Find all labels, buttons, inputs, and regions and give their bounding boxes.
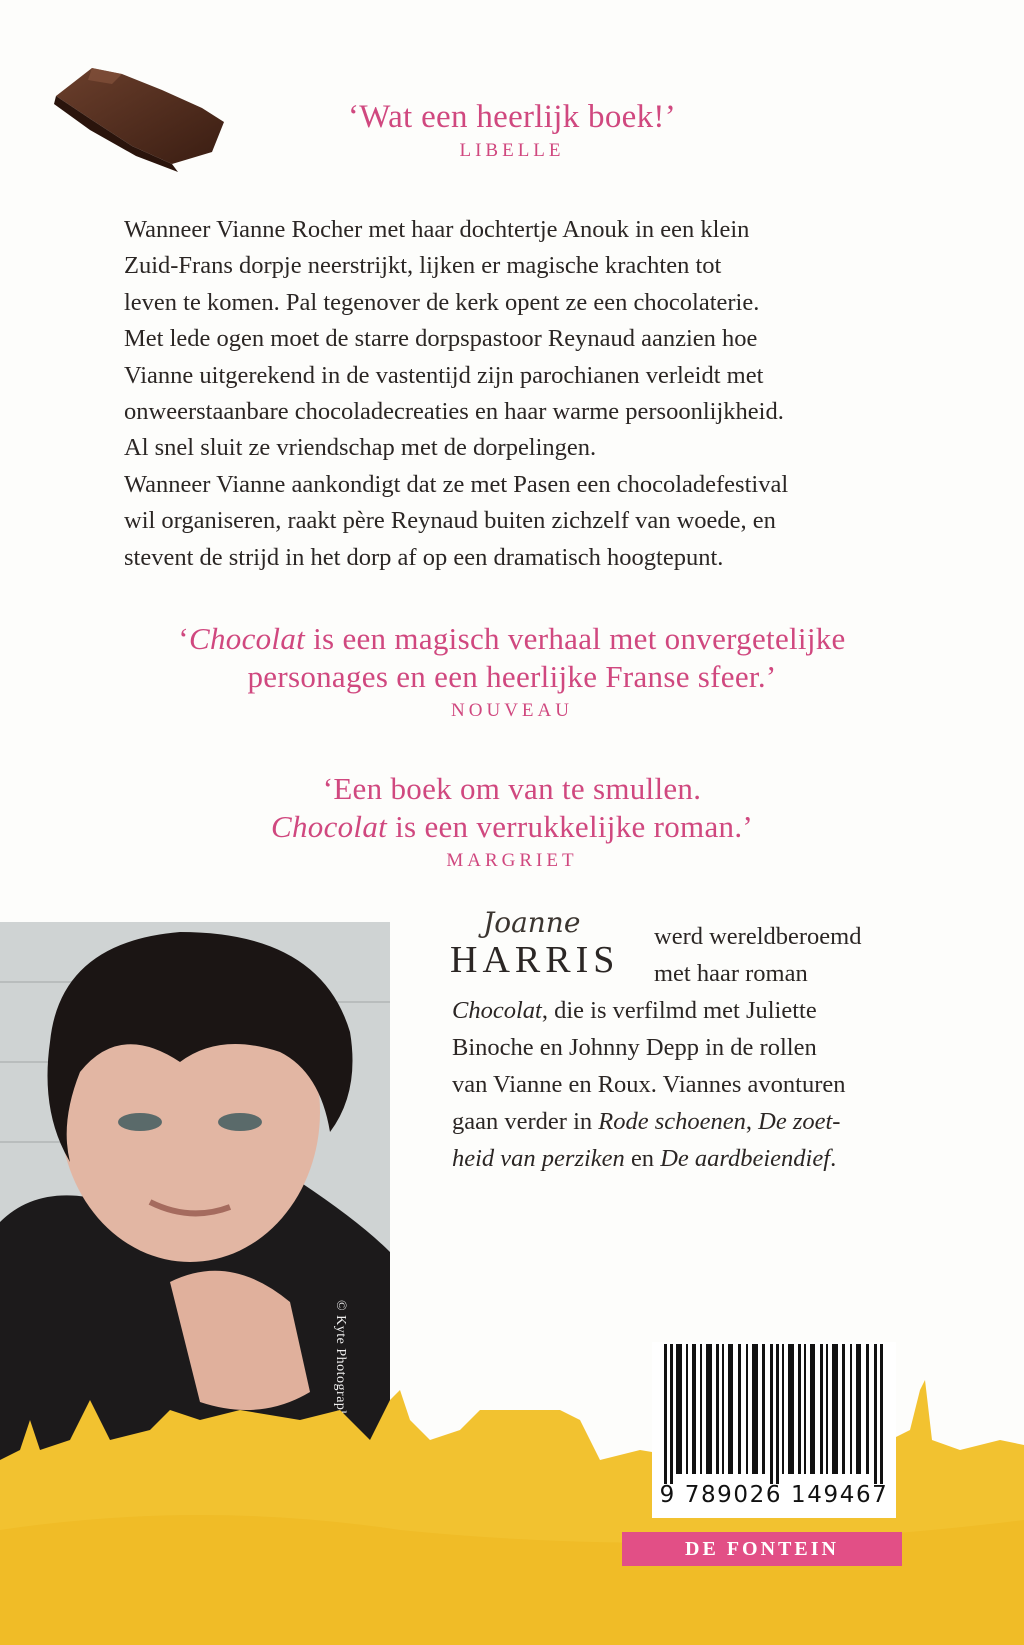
bio-text: , die is verfilmd met Juliette bbox=[541, 997, 817, 1024]
synopsis-line: wil organiseren, raakt père Reynaud buiten zichzelf van woede, en bbox=[124, 507, 776, 535]
quote-text: personages en een heerlijke Franse sfeer.’ bbox=[247, 659, 777, 694]
bio-italic: De zoet- bbox=[758, 1108, 841, 1135]
bio-italic: Chocolat bbox=[452, 997, 542, 1024]
bio-italic: Rode schoenen bbox=[598, 1108, 746, 1135]
author-signature: Joanne bbox=[483, 906, 581, 939]
synopsis-line: onweerstaanbare chocoladecreaties en haar warme persoonlijkheid. bbox=[124, 398, 784, 426]
quote-source: LIBELLE bbox=[459, 140, 565, 161]
bio-line: werd wereldberoemd bbox=[654, 923, 862, 950]
barcode bbox=[652, 1342, 896, 1518]
author-bio-top bbox=[654, 918, 861, 992]
bio-text: . bbox=[830, 1145, 837, 1172]
quote-text: ‘Chocolat is een magisch verhaal met onvergetelijke bbox=[178, 621, 846, 656]
bio-italic: heid van perziken bbox=[452, 1145, 625, 1172]
bio-line: met haar roman bbox=[654, 960, 808, 987]
bio-italic: De aardbeiendief bbox=[660, 1145, 831, 1172]
synopsis-line: stevent de strijd in het dorp af op een dramatisch hoogtepunt. bbox=[124, 543, 724, 571]
isbn-number: 9 789026 149467 bbox=[659, 1482, 889, 1508]
quote-source: MARGRIET bbox=[446, 850, 578, 871]
synopsis-line: Al snel sluit ze vriendschap met de dorpelingen. bbox=[124, 434, 597, 462]
bio-text: gaan verder in bbox=[452, 1108, 599, 1135]
publisher-label: DE FONTEIN bbox=[622, 1532, 902, 1566]
quote-libelle bbox=[0, 98, 1024, 162]
synopsis-line: Wanneer Vianne Rocher met haar dochtertje Anouk in een klein bbox=[124, 216, 750, 243]
bio-line bbox=[452, 992, 846, 1029]
quote-text: ‘Een boek om van te smullen. bbox=[322, 771, 702, 806]
bio-text: , bbox=[745, 1108, 759, 1135]
bio-line: van Vianne en Roux. Viannes avonturen bbox=[452, 1071, 846, 1098]
synopsis-line: Wanneer Vianne aankondigt dat ze met Pasen een chocoladefestival bbox=[124, 470, 789, 498]
bio-line: Binoche en Johnny Depp in de rollen bbox=[452, 1034, 817, 1061]
quote-text: Chocolat is een verrukkelijke roman.’ bbox=[271, 809, 753, 844]
synopsis-line: Zuid-Frans dorpje neerstrijkt, lijken er magische krachten tot bbox=[124, 252, 722, 280]
bio-line bbox=[452, 1140, 846, 1177]
synopsis-line: Met lede ogen moet de starre dorpspastoor Reynaud aanzien hoe bbox=[124, 325, 758, 353]
author-name: HARRIS bbox=[450, 939, 620, 981]
synopsis bbox=[124, 212, 924, 576]
bio-line bbox=[452, 1103, 846, 1140]
author-bio bbox=[452, 992, 846, 1177]
quote-nouveau bbox=[0, 620, 1024, 722]
barcode-bars bbox=[662, 1344, 886, 1484]
synopsis-line: leven te komen. Pal tegenover de kerk opent ze een chocolaterie. bbox=[124, 288, 760, 316]
quote-text: ‘Wat een heerlijk boek!’ bbox=[348, 99, 676, 135]
photo-credit: © Kyte Photography bbox=[333, 1300, 348, 1426]
bio-text: en bbox=[624, 1145, 661, 1172]
quote-margriet bbox=[0, 770, 1024, 872]
synopsis-line: Vianne uitgerekend in de vastentijd zijn parochianen verleidt met bbox=[124, 361, 764, 389]
quote-source: NOUVEAU bbox=[451, 700, 573, 721]
